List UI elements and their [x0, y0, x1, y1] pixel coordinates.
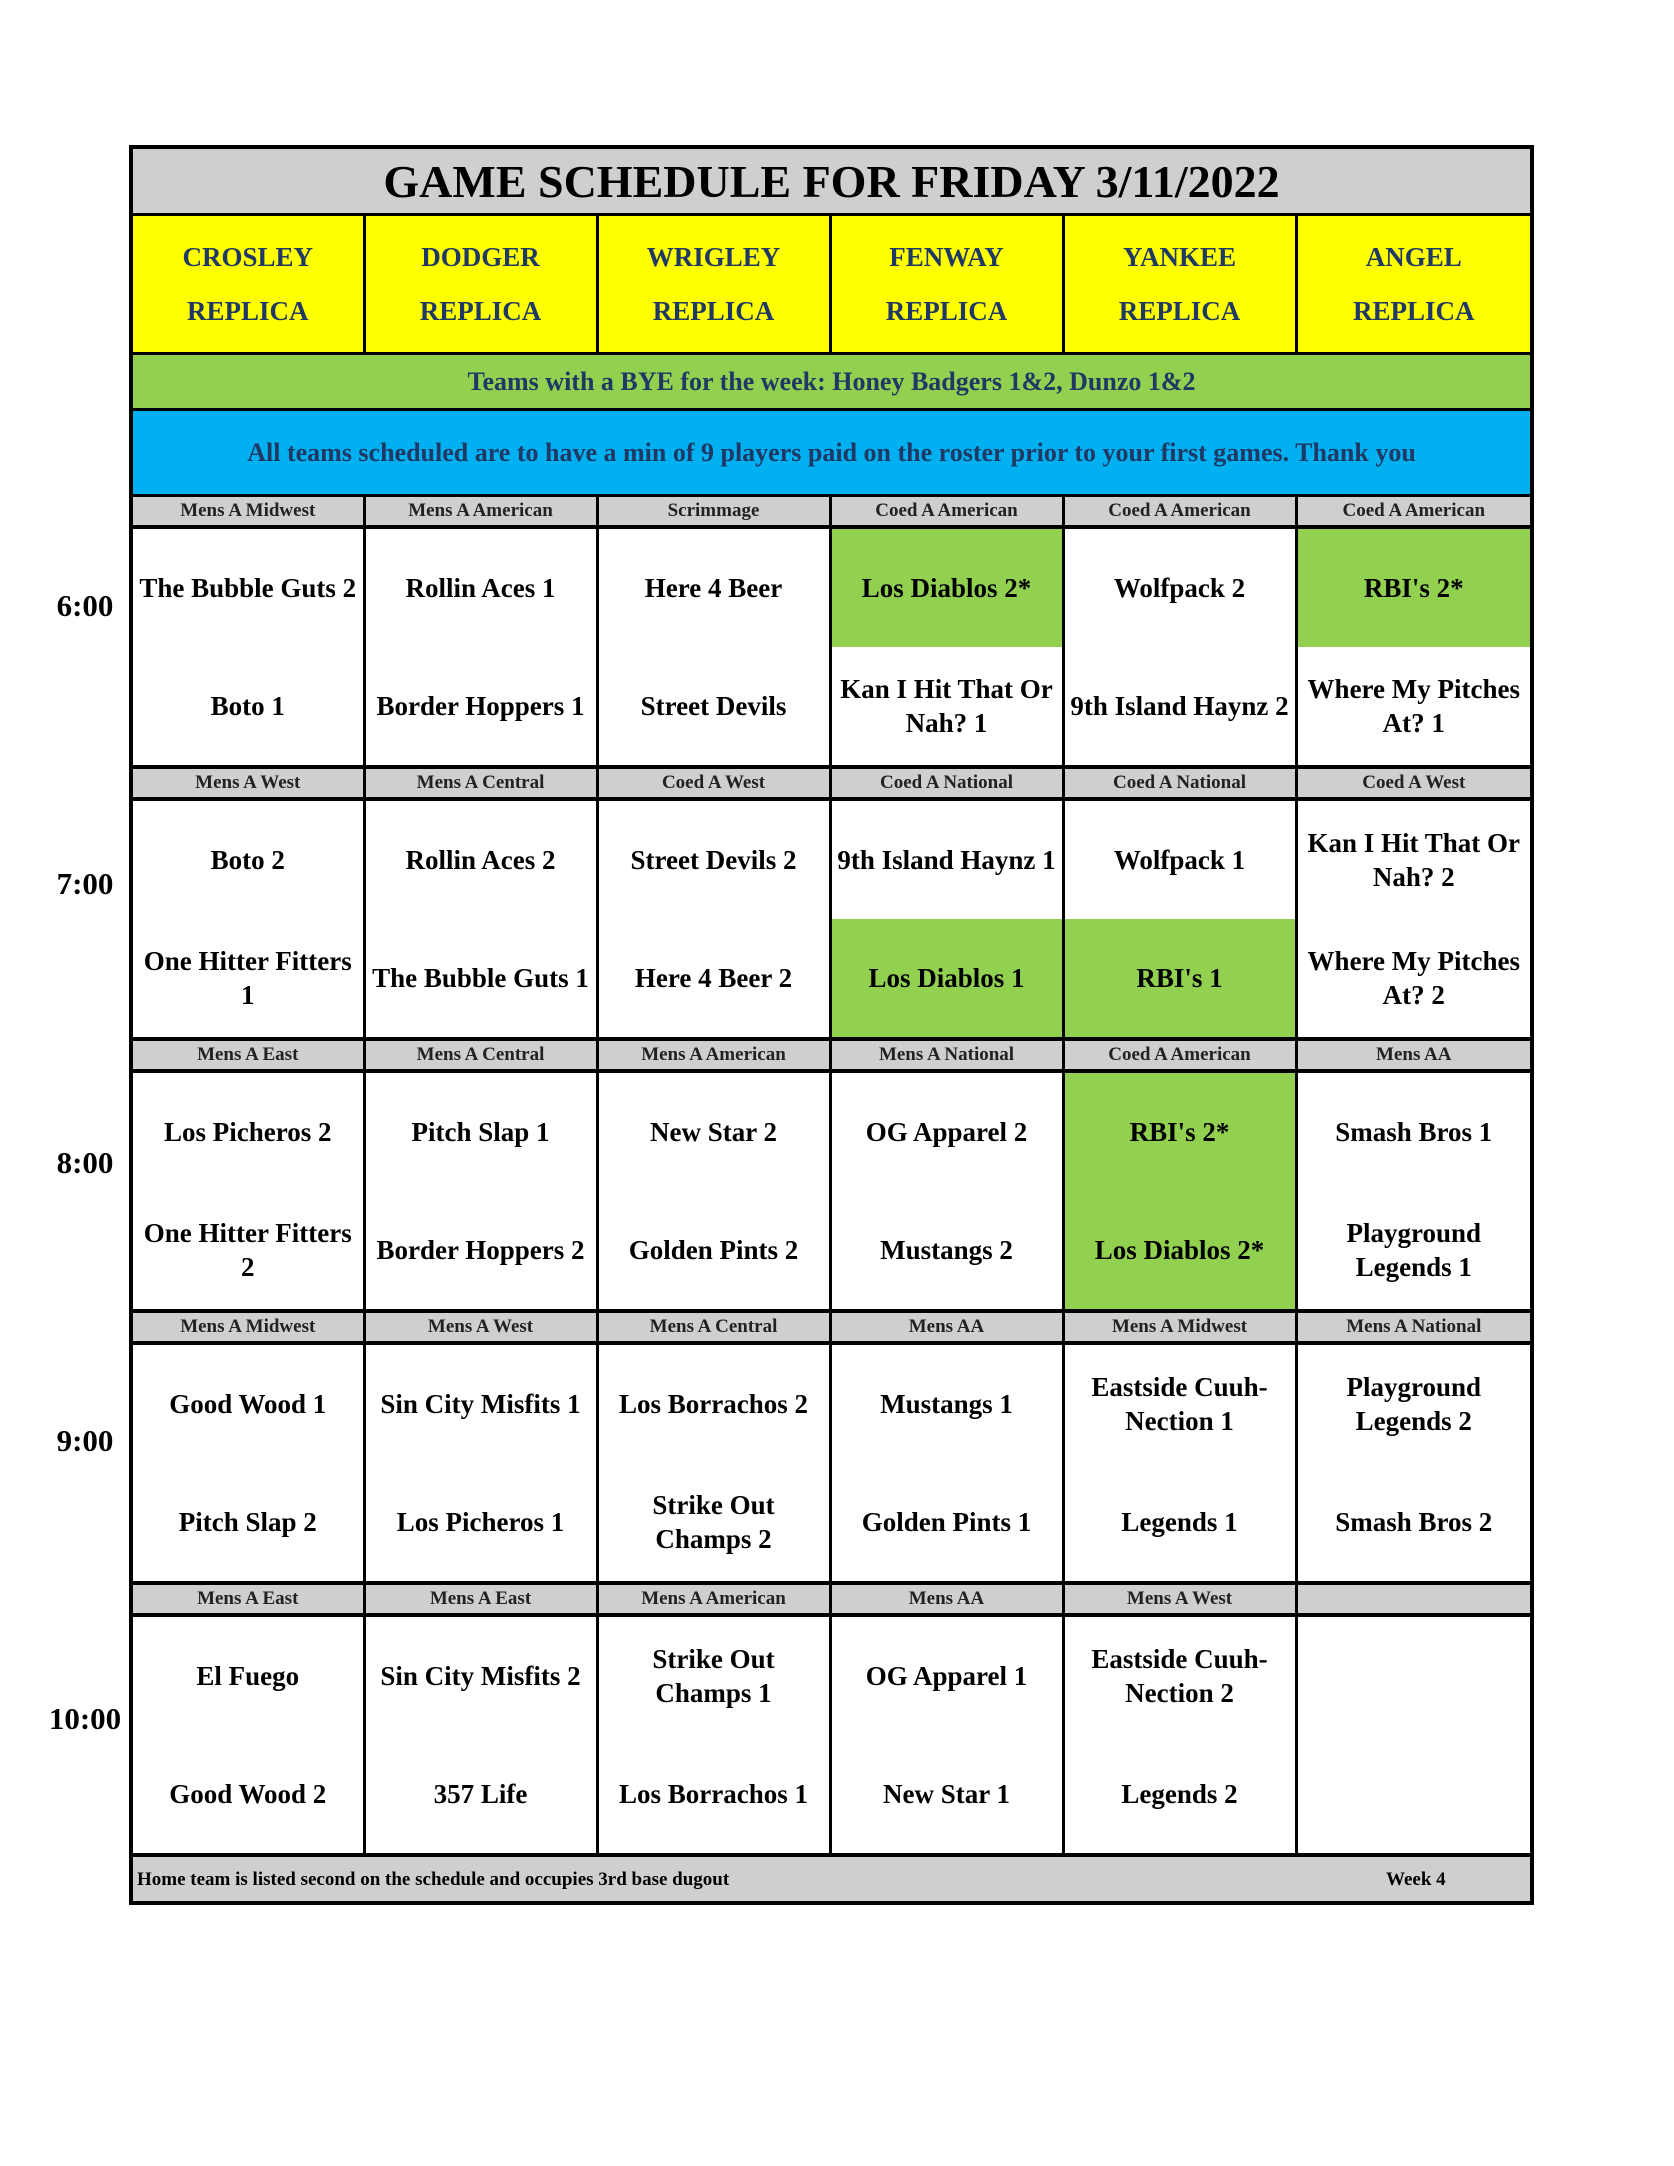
home-team: New Star 1	[830, 1735, 1063, 1855]
home-team-note: Home team is listed second on the schedule and occupies 3rd base dugout	[137, 1869, 730, 1890]
division-label: Mens A West	[1063, 1583, 1296, 1615]
division-label: Mens A East	[131, 1583, 364, 1615]
away-team: OG Apparel 1	[830, 1615, 1063, 1735]
home-team: Strike Out Champs 2	[597, 1463, 830, 1583]
division-label: Mens A East	[131, 1039, 364, 1071]
away-team: Rollin Aces 1	[364, 527, 597, 647]
park-header-wrigley	[597, 215, 830, 354]
home-team: Mustangs 2	[830, 1191, 1063, 1311]
park-name: DODGER	[421, 242, 540, 272]
division-label: Mens AA	[830, 1311, 1063, 1343]
division-label: Mens A American	[597, 1583, 830, 1615]
schedule-table	[129, 145, 1534, 1905]
away-team: Eastside Cuuh-Nection 2	[1063, 1615, 1296, 1735]
division-label: Coed A American	[1296, 496, 1532, 528]
home-team: Border Hoppers 1	[364, 647, 597, 767]
home-team: 357 Life	[364, 1735, 597, 1855]
page-title: GAME SCHEDULE FOR FRIDAY 3/11/2022	[131, 147, 1532, 215]
division-label	[1296, 1583, 1532, 1615]
home-team: One Hitter Fitters 1	[131, 919, 364, 1039]
time-label: 6:00	[56, 588, 114, 623]
time-label: 9:00	[56, 1423, 114, 1458]
park-sub: REPLICA	[885, 296, 1008, 326]
division-label: Mens AA	[1296, 1039, 1532, 1071]
away-team: RBI's 2*	[1296, 527, 1532, 647]
away-team: RBI's 2*	[1063, 1071, 1296, 1191]
division-row	[131, 1311, 1532, 1343]
home-team: Legends 1	[1063, 1463, 1296, 1583]
game-row-away	[131, 1343, 1532, 1463]
home-team	[1296, 1735, 1532, 1855]
away-team: Eastside Cuuh-Nection 1	[1063, 1343, 1296, 1463]
division-label: Coed A American	[1063, 496, 1296, 528]
home-team: Los Diablos 2*	[1063, 1191, 1296, 1311]
division-label: Mens A Midwest	[1063, 1311, 1296, 1343]
away-team: Los Borrachos 2	[597, 1343, 830, 1463]
home-team: Los Borrachos 1	[597, 1735, 830, 1855]
home-team: Smash Bros 2	[1296, 1463, 1532, 1583]
game-row-home	[131, 919, 1532, 1039]
division-label: Mens A American	[364, 496, 597, 528]
division-label: Mens A West	[131, 767, 364, 799]
park-sub: REPLICA	[419, 296, 542, 326]
division-row	[131, 496, 1532, 528]
park-sub: REPLICA	[1353, 296, 1475, 326]
away-team: Wolfpack 2	[1063, 527, 1296, 647]
home-team: One Hitter Fitters 2	[131, 1191, 364, 1311]
away-team: Smash Bros 1	[1296, 1071, 1532, 1191]
roster-notice: All teams scheduled are to have a min of 9 players paid on the roster prior to your first games. Thank you	[131, 410, 1532, 496]
away-team: Los Picheros 2	[131, 1071, 364, 1191]
home-team: Where My Pitches At? 2	[1296, 919, 1532, 1039]
division-row	[131, 1039, 1532, 1071]
away-team: Mustangs 1	[830, 1343, 1063, 1463]
park-name: CROSLEY	[182, 242, 314, 272]
game-row-home	[131, 647, 1532, 767]
home-team: Golden Pints 1	[830, 1463, 1063, 1583]
division-label: Mens A National	[830, 1039, 1063, 1071]
away-team: The Bubble Guts 2	[131, 527, 364, 647]
away-team: Rollin Aces 2	[364, 799, 597, 919]
home-team: RBI's 1	[1063, 919, 1296, 1039]
game-row-away	[131, 1071, 1532, 1191]
bye-banner: Teams with a BYE for the week: Honey Badgers 1&2, Dunzo 1&2	[131, 354, 1532, 410]
park-sub: REPLICA	[186, 296, 309, 326]
division-row	[131, 767, 1532, 799]
park-name: YANKEE	[1122, 242, 1237, 272]
away-team	[1296, 1615, 1532, 1735]
home-team: Boto 1	[131, 647, 364, 767]
division-label: Coed A American	[1063, 1039, 1296, 1071]
game-row-home	[131, 1735, 1532, 1855]
park-header-crosley	[131, 215, 364, 354]
home-team: Here 4 Beer 2	[597, 919, 830, 1039]
division-label: Mens A East	[364, 1583, 597, 1615]
division-label: Mens AA	[830, 1583, 1063, 1615]
park-header-dodger	[364, 215, 597, 354]
away-team: New Star 2	[597, 1071, 830, 1191]
time-label: 10:00	[48, 1701, 122, 1736]
division-label: Coed A West	[597, 767, 830, 799]
away-team: OG Apparel 2	[830, 1071, 1063, 1191]
home-team: Border Hoppers 2	[364, 1191, 597, 1311]
game-row-home	[131, 1191, 1532, 1311]
away-team: Boto 2	[131, 799, 364, 919]
division-label: Coed A National	[830, 767, 1063, 799]
division-label: Mens A American	[597, 1039, 830, 1071]
away-team: Here 4 Beer	[597, 527, 830, 647]
time-label: 7:00	[56, 866, 114, 901]
home-team: Good Wood 2	[131, 1735, 364, 1855]
away-team: Pitch Slap 1	[364, 1071, 597, 1191]
division-label: Coed A West	[1296, 767, 1532, 799]
game-row-away	[131, 527, 1532, 647]
away-team: Wolfpack 1	[1063, 799, 1296, 919]
away-team: Good Wood 1	[131, 1343, 364, 1463]
park-name: ANGEL	[1365, 242, 1462, 272]
away-team: Los Diablos 2*	[830, 527, 1063, 647]
away-team: Sin City Misfits 1	[364, 1343, 597, 1463]
time-label: 8:00	[56, 1145, 114, 1180]
away-team: 9th Island Haynz 1	[830, 799, 1063, 919]
park-header-yankee	[1063, 215, 1296, 354]
division-label: Mens A Midwest	[131, 496, 364, 528]
division-label: Mens A Central	[364, 1039, 597, 1071]
division-label: Scrimmage	[597, 496, 830, 528]
home-team: Legends 2	[1063, 1735, 1296, 1855]
home-team: The Bubble Guts 1	[364, 919, 597, 1039]
park-sub: REPLICA	[1118, 296, 1241, 326]
footer	[131, 1855, 1532, 1903]
game-row-away	[131, 1615, 1532, 1735]
park-header-fenway	[830, 215, 1063, 354]
park-name: WRIGLEY	[646, 242, 781, 272]
park-sub: REPLICA	[652, 296, 775, 326]
park-header-angel	[1296, 215, 1532, 354]
home-team: Los Diablos 1	[830, 919, 1063, 1039]
division-label: Coed A National	[1063, 767, 1296, 799]
home-team: Golden Pints 2	[597, 1191, 830, 1311]
division-row	[131, 1583, 1532, 1615]
schedule-sheet	[129, 145, 1530, 1905]
division-label: Coed A American	[830, 496, 1063, 528]
week-label: Week 4	[1386, 1869, 1446, 1890]
away-team: Kan I Hit That Or Nah? 2	[1296, 799, 1532, 919]
game-row-away	[131, 799, 1532, 919]
home-team: Where My Pitches At? 1	[1296, 647, 1532, 767]
division-label: Mens A Central	[364, 767, 597, 799]
division-label: Mens A National	[1296, 1311, 1532, 1343]
division-label: Mens A West	[364, 1311, 597, 1343]
home-team: Playground Legends 1	[1296, 1191, 1532, 1311]
footer-row	[131, 1855, 1532, 1903]
away-team: Street Devils 2	[597, 799, 830, 919]
away-team: Playground Legends 2	[1296, 1343, 1532, 1463]
division-label: Mens A Midwest	[131, 1311, 364, 1343]
park-name: FENWAY	[889, 242, 1004, 272]
home-team: 9th Island Haynz 2	[1063, 647, 1296, 767]
away-team: Strike Out Champs 1	[597, 1615, 830, 1735]
home-team: Los Picheros 1	[364, 1463, 597, 1583]
home-team: Pitch Slap 2	[131, 1463, 364, 1583]
home-team: Street Devils	[597, 647, 830, 767]
home-team: Kan I Hit That Or Nah? 1	[830, 647, 1063, 767]
away-team: El Fuego	[131, 1615, 364, 1735]
away-team: Sin City Misfits 2	[364, 1615, 597, 1735]
game-row-home	[131, 1463, 1532, 1583]
division-label: Mens A Central	[597, 1311, 830, 1343]
